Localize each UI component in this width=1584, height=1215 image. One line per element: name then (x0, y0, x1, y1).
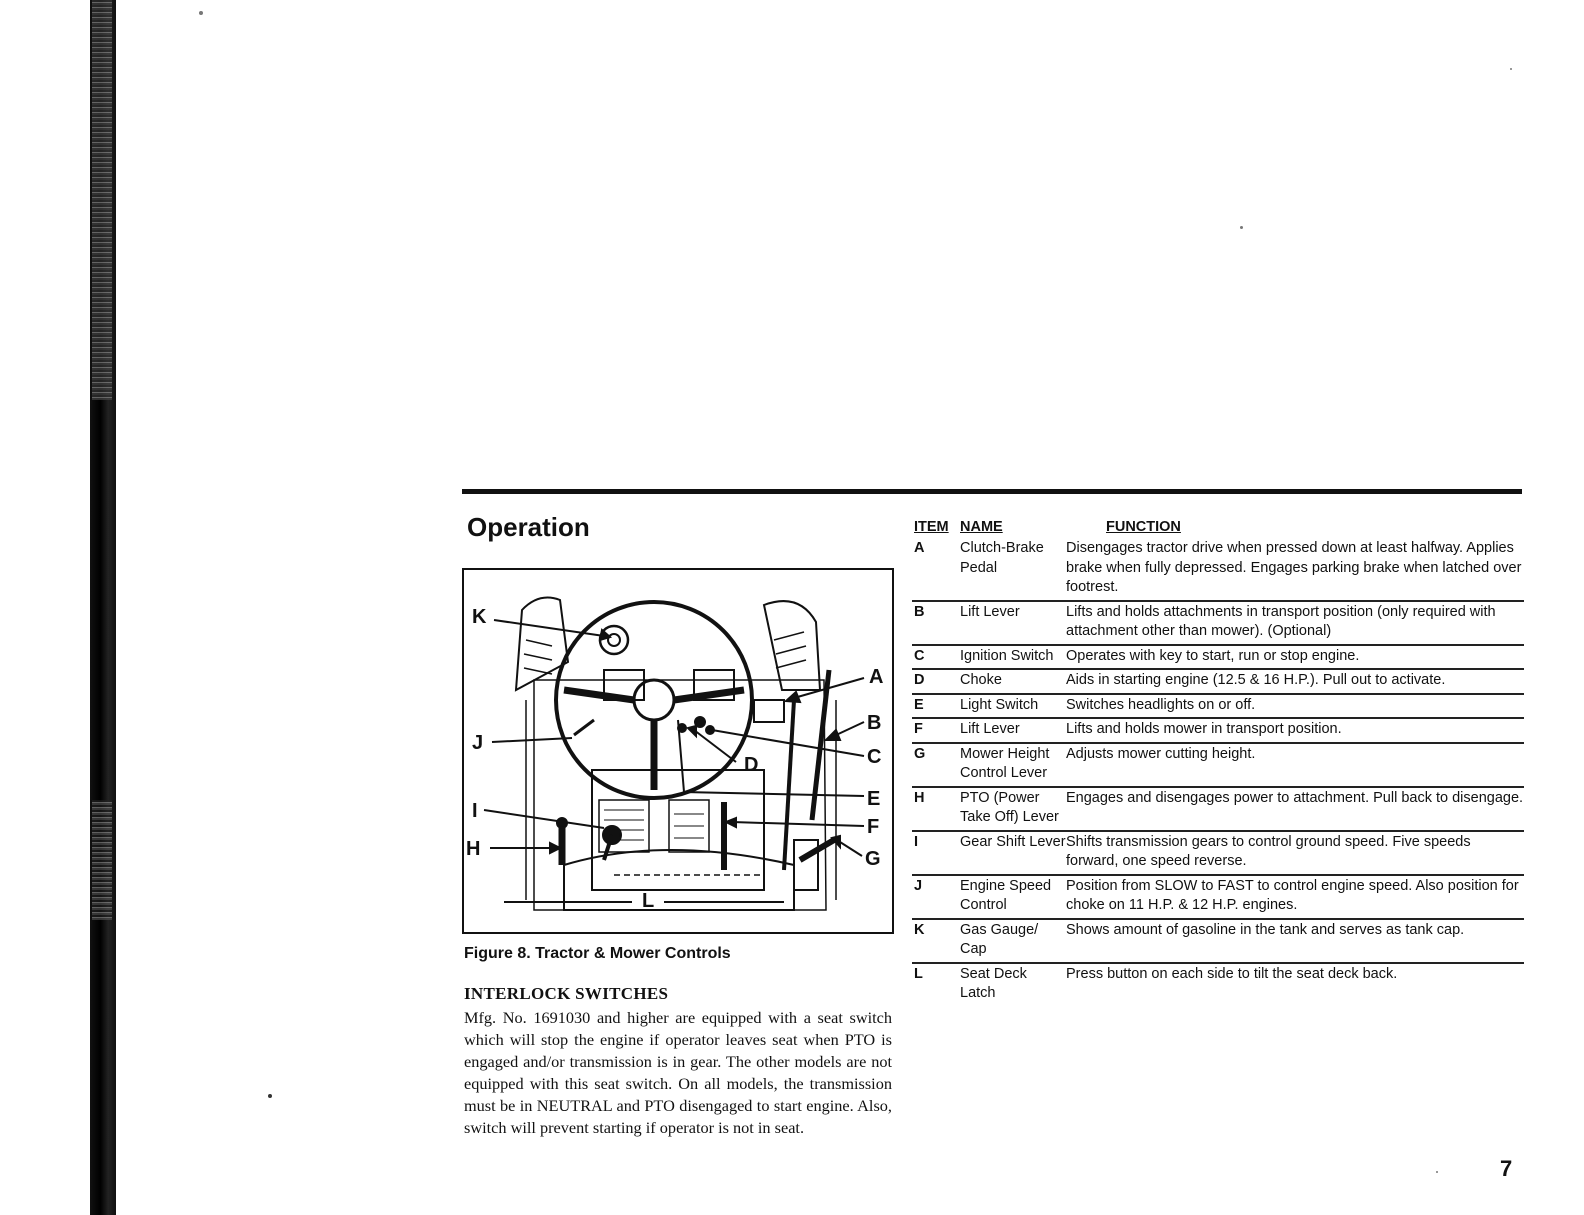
table-row (912, 646, 1524, 671)
callout-f: F (867, 816, 880, 838)
scan-speck (1240, 226, 1243, 229)
item-name: Ignition Switch (960, 647, 1054, 664)
item-letter: F (914, 721, 923, 737)
item-function: Lifts and holds mower in transport position. (1066, 721, 1342, 737)
item-function: Shifts transmission gears to control ground speed. Five speeds forward, one speed reverse. (1066, 833, 1471, 869)
controls-table (912, 516, 1524, 1006)
header-item: ITEM (914, 519, 949, 535)
item-letter: A (914, 540, 925, 556)
table-row (912, 964, 1524, 1006)
item-name: Lift Lever (960, 603, 1020, 620)
leader-line (484, 810, 604, 828)
callout-c: C (867, 746, 882, 768)
item-letter: I (914, 833, 919, 850)
scan-speck (1436, 1171, 1438, 1173)
right-tire-outline (764, 601, 820, 690)
item-letter: H (914, 789, 925, 806)
item-function: Switches headlights on or off. (1066, 696, 1256, 713)
item-function: Disengages tractor drive when pressed down at least halfway. Applies brake when fully depressed. Engages parking brake when latched over footrest. (1066, 540, 1522, 595)
item-letter: L (914, 965, 923, 982)
leader-line (492, 738, 572, 742)
table-row (912, 719, 1524, 744)
callout-h: H (466, 838, 481, 860)
item-letter: E (914, 696, 924, 713)
callout-i: I (472, 800, 478, 822)
callout-b: B (867, 712, 882, 734)
item-name: Lift Lever (960, 721, 1020, 737)
section-title: Operation (467, 512, 590, 542)
scan-speck (1510, 68, 1512, 70)
binding-texture (92, 0, 112, 400)
item-function: Operates with key to start, run or stop engine. (1066, 647, 1360, 664)
callout-d: D (744, 754, 759, 776)
item-name: Choke (960, 672, 1002, 688)
item-letter: G (914, 745, 926, 762)
figure-caption: Figure 8. Tractor & Mower Controls (464, 945, 731, 962)
item-name: Clutch-Brake Pedal (960, 540, 1044, 576)
item-name: Gas Gauge/ Cap (960, 921, 1039, 957)
item-letter: C (914, 647, 925, 664)
item-function: Position from SLOW to FAST to control engine speed. Also position for choke on 11 H.P. & 12 H.P. engines. (1066, 877, 1519, 913)
decal-panel (599, 800, 649, 852)
callout-k: K (472, 606, 487, 628)
binding-texture (92, 800, 112, 920)
page-binding-edge (90, 0, 116, 1215)
item-name: Gear Shift Lever (960, 833, 1066, 850)
item-function: Adjusts mower cutting height. (1066, 745, 1256, 762)
gas-cap (600, 626, 628, 654)
tractor-dashboard-illustration (464, 570, 894, 934)
page-number: 7 (1500, 1156, 1513, 1181)
table-row (912, 832, 1524, 876)
leader-line (732, 822, 864, 826)
section-rule (462, 489, 1522, 494)
callout-g: G (865, 848, 881, 870)
table-row (912, 695, 1524, 720)
item-function: Shows amount of gasoline in the tank and serves as tank cap. (1066, 921, 1465, 938)
header-function: FUNCTION (1106, 519, 1181, 535)
header-name: NAME (960, 519, 1003, 535)
table-row (912, 788, 1524, 832)
item-name: Engine Speed Control (960, 877, 1052, 913)
item-letter: K (914, 921, 925, 938)
item-name: Light Switch (960, 696, 1039, 713)
leader-line (694, 730, 736, 762)
callout-e: E (867, 788, 881, 810)
item-name: Seat Deck Latch (960, 965, 1027, 1001)
callout-a: A (869, 666, 884, 688)
table-header (912, 516, 1524, 538)
table-row (912, 670, 1524, 695)
item-function: Lifts and holds attachments in transport position (only required with attachment other than mower). (Optional) (1066, 603, 1496, 639)
item-name: Mower Height Control Lever (960, 745, 1050, 781)
item-letter: B (914, 603, 925, 620)
tractor-controls-figure (462, 568, 894, 934)
item-function: Aids in starting engine (12.5 & 16 H.P.). Pull out to activate. (1066, 672, 1446, 688)
item-name: PTO (Power Take Off) Lever (960, 789, 1059, 825)
table-row (912, 920, 1524, 964)
interlock-heading: INTERLOCK SWITCHES (464, 984, 669, 1003)
leader-line (840, 842, 862, 856)
item-function: Engages and disengages power to attachment. Pull back to disengage. (1066, 789, 1524, 806)
item-letter: D (914, 672, 925, 688)
scan-speck (199, 11, 203, 15)
callout-j: J (472, 732, 484, 754)
item-letter: J (914, 877, 923, 894)
scan-speck (268, 1094, 272, 1098)
lift-lever (784, 700, 794, 870)
item-function: Press button on each side to tilt the seat deck back. (1066, 965, 1398, 982)
interlock-body: Mfg. No. 1691030 and higher are equipped with a seat switch which will stop the engine if operator leaves seat when PTO is engaged and/or transmission is in gear. The other models are not equipped with this seat switch. On all models, the transmission must be in NEUTRAL and PTO disengaged to start engine. Also, switch will prevent starting if operator is not in seat. (464, 1008, 892, 1137)
table-row (912, 602, 1524, 646)
table-row (912, 876, 1524, 920)
table-row (912, 744, 1524, 788)
table-row (912, 538, 1524, 602)
callout-l: L (642, 890, 655, 912)
